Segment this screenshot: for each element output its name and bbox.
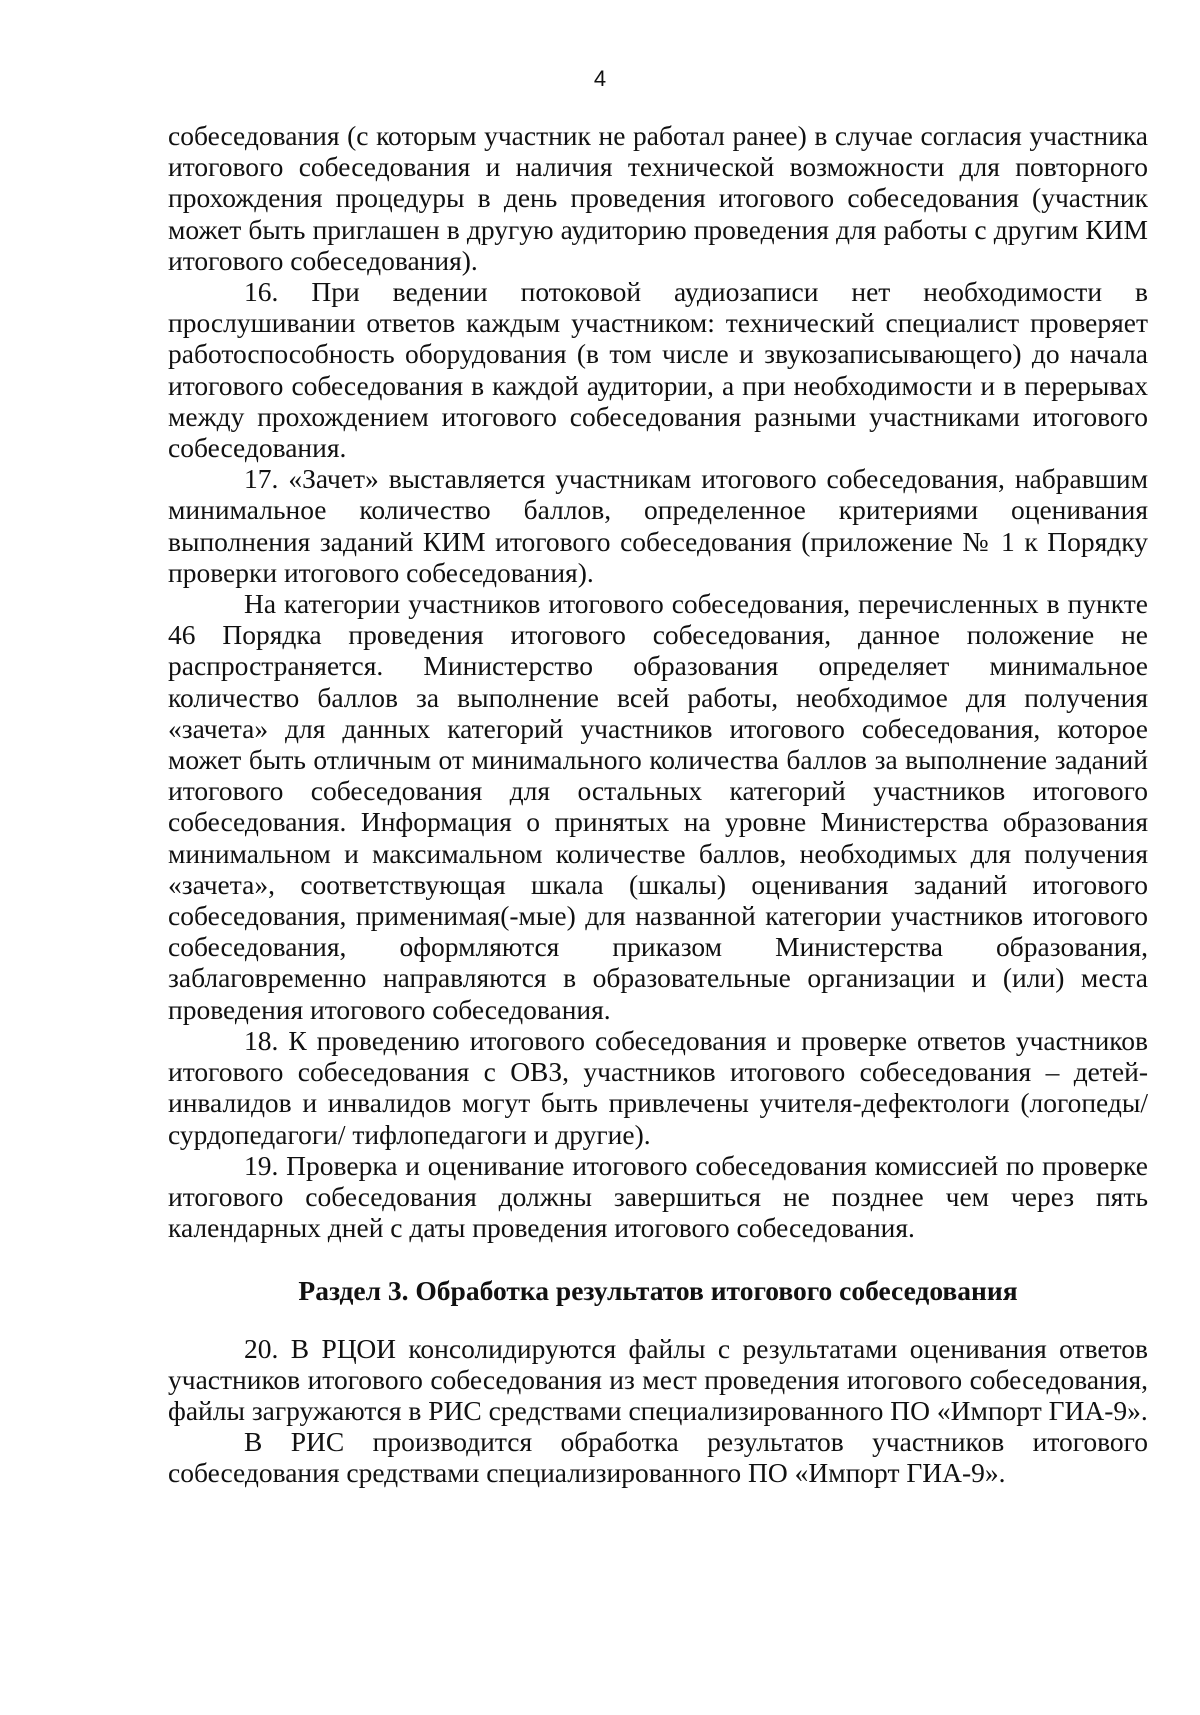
paragraph-item-20: 20. В РЦОИ консолидируются файлы с результатами оценивания ответов участников итогового собеседования из мест проведения итогового собеседования, файлы загружаются в РИС средствами специализированного ПО «Импорт ГИА-9».	[168, 1332, 1148, 1426]
paragraph-item-20-processing: В РИС производится обработка результатов участников итогового собеседования средствами специализированного ПО «Импорт ГИА-9».	[168, 1426, 1148, 1489]
document-body	[168, 120, 1148, 1489]
section-heading: Раздел 3. Обработка результатов итогового собеседования	[298, 1275, 1018, 1307]
paragraph-item-17-categories: На категории участников итогового собеседования, перечисленных в пункте 46 Порядка проведения итогового собеседования, данное положение не распространяется. Министерство образования определяет минимальное количество баллов за выполнение всей работы, необходимое для получения «зачета» для данных категорий участников итогового собеседования, которое может быть отличным от минимального количества баллов за выполнение заданий итогового собеседования для остальных категорий участников итогового собеседования. Информация о принятых на уровне Министерства образования минимальном и максимальном количестве баллов, необходимых для получения «зачета», соответствующая шкала (шкалы) оценивания заданий итогового собеседования, применимая(-мые) для названной категории участников итогового собеседования, оформляются приказом Министерства образования, заблаговременно направляются в образовательные организации и (или) места проведения итогового собеседования.	[168, 588, 1148, 1025]
paragraph-continuation: собеседования (с которым участник не работал ранее) в случае согласия участника итогового собеседования и наличия технической возможности для повторного прохождения процедуры в день проведения итогового собеседования (участник может быть приглашен в другую аудиторию проведения для работы с другим КИМ итогового собеседования).	[168, 120, 1148, 276]
paragraph-item-18: 18. К проведению итогового собеседования и проверке ответов участников итогового собеседования с ОВЗ, участников итогового собеседования – детей-инвалидов и инвалидов могут быть привлечены учителя-дефектологи (логопеды/сурдопедагоги/ тифлопедагоги и другие).	[168, 1024, 1148, 1150]
paragraph-item-19: 19. Проверка и оценивание итогового собеседования комиссией по проверке итогового собеседования должны завершиться не позднее чем через пять календарных дней с даты проведения итогового собеседования.	[168, 1149, 1148, 1244]
paragraph-item-16: 16. При ведении потоковой аудиозаписи нет необходимости в прослушивании ответов каждым участником: технический специалист проверяет работоспособность оборудования (в том числе и звукозаписывающего) до начала итогового собеседования в каждой аудитории, а при необходимости и в перерывах между прохождением итогового собеседования разными участниками итогового собеседования.	[168, 276, 1148, 464]
page-number: 4	[593, 66, 607, 91]
paragraph-item-17: 17. «Зачет» выставляется участникам итогового собеседования, набравшим минимальное количество баллов, определенное критериями оценивания выполнения заданий КИМ итогового собеседования (приложение № 1 к Порядку проверки итогового собеседования).	[168, 463, 1148, 588]
